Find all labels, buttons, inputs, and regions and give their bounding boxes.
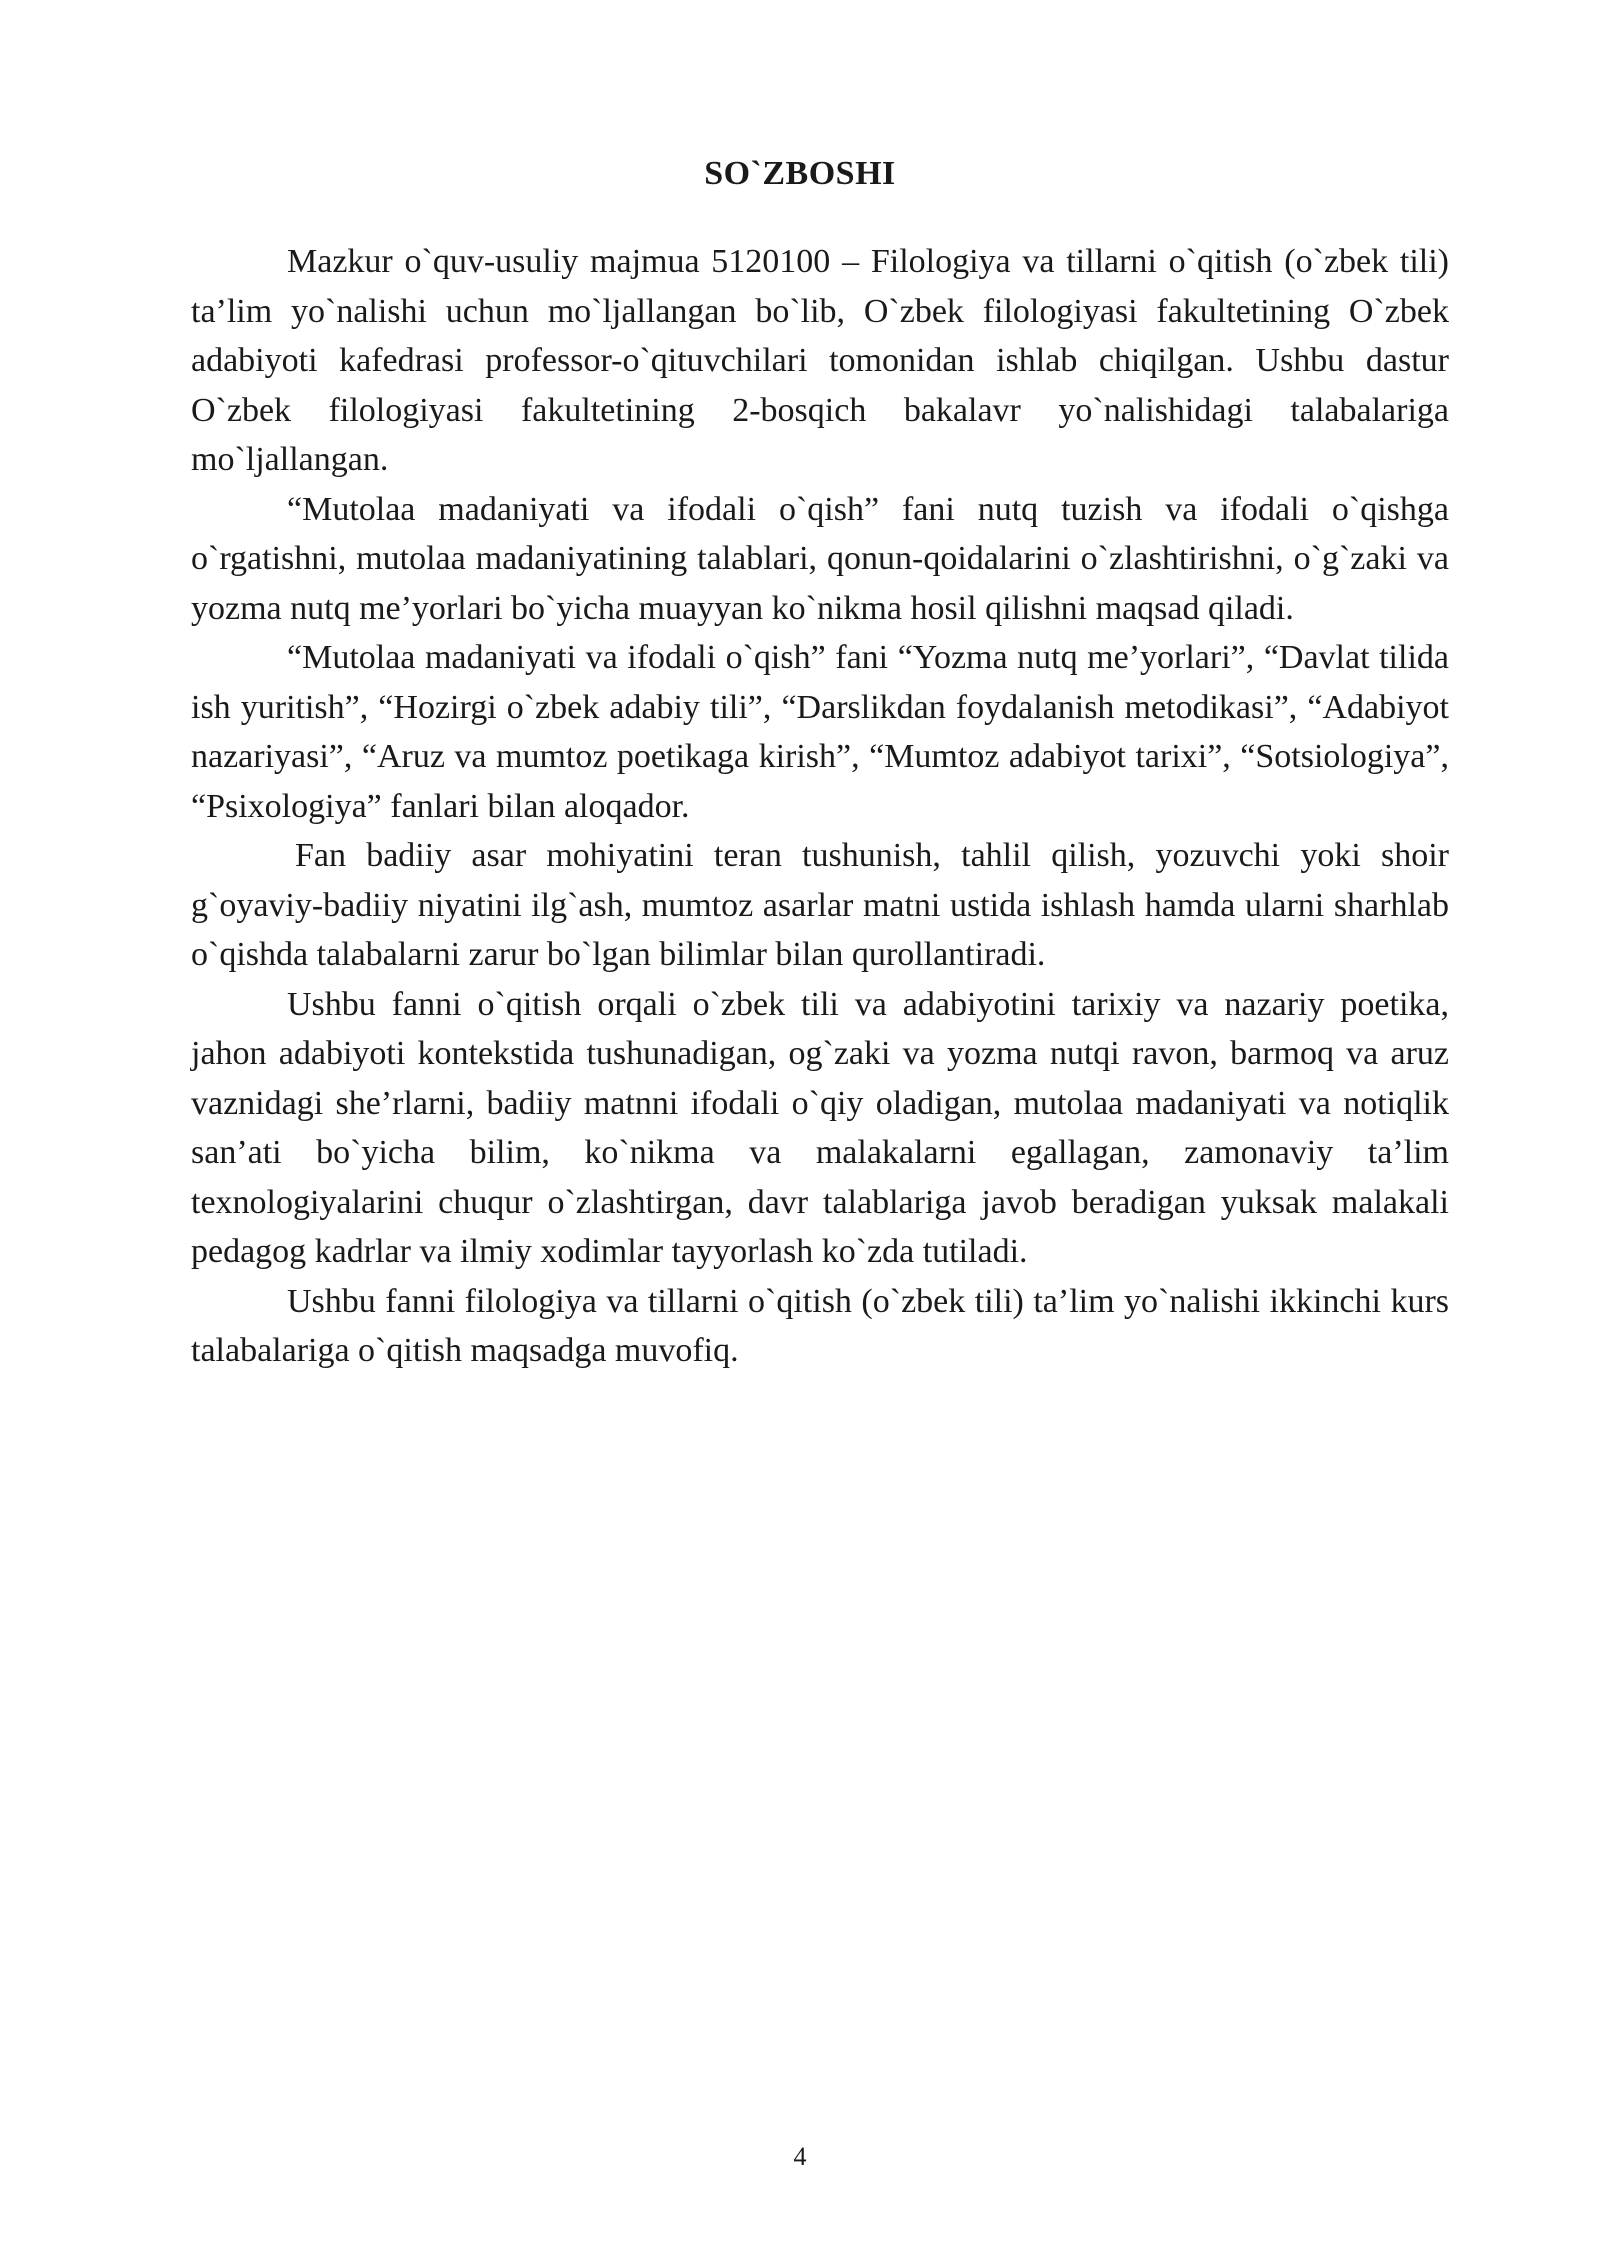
paragraph-1: Mazkur o`quv-usuliy majmua 5120100 – Filologiya va tillarni o`qitish (o`zbek tili) ta’lim yo`nalishi uchun mo`ljallangan bo`lib, O`zbek filologiyasi fakultetining O`zbek adabiyoti kafedrasi professor-o`qituvchilari tomonidan ishlab chiqilgan. Ushbu dastur O`zbek filologiyasi fakultetining 2-bosqich bakalavr yo`nalishidagi talabalariga mo`ljallangan. <box>191 243 1449 478</box>
page-number: 4 <box>793 2142 807 2171</box>
paragraph-5: Ushbu fanni o`qitish orqali o`zbek tili va adabiyotini tarixiy va nazariy poetika, jahon adabiyoti kontekstida tushunadigan, og`zaki va yozma nutqi ravon, barmoq va aruz vaznidagi she’rlarni, badiiy matnni ifodali o`qiy oladigan, mutolaa madaniyati va notiqlik san’ati bo`yicha bilim, ko`nikma va malakalarni egallagan, zamonaviy ta’lim texnologiyalarini chuqur o`zlashtirgan, davr talablariga javob beradigan yuksak malakali pedagog kadrlar va ilmiy xodimlar tayyorlash ko`zda tutiladi. <box>191 985 1449 1270</box>
body-text <box>191 237 1449 1376</box>
paragraph-4: Fan badiiy asar mohiyatini teran tushunish, tahlil qilish, yozuvchi yoki shoir g`oyaviy-badiiy niyatini ilg`ash, mumtoz asarlar matni ustida ishlash hamda ularni sharhlab o`qishda talabalarni zarur bo`lgan bilimlar bilan qurollantiradi. <box>191 837 1449 973</box>
paragraph-2: “Mutolaa madaniyati va ifodali o`qish” fani nutq tuzish va ifodali o`qishga o`rgatishni, mutolaa madaniyatining talablari, qonun-qoidalarini o`zlashtirishni, o`g`zaki va yozma nutq me’yorlari bo`yicha muayyan ko`nikma hosil qilishni maqsad qiladi. <box>191 490 1449 627</box>
page-title: SO`ZBOSHI <box>704 155 896 192</box>
paragraph-6: Ushbu fanni filologiya va tillarni o`qitish (o`zbek tili) ta’lim yo`nalishi ikkinchi kurs talabalariga o`qitish maqsadga muvofiq. <box>191 1282 1449 1369</box>
paragraph-3: “Mutolaa madaniyati va ifodali o`qish” fani “Yozma nutq me’yorlari”, “Davlat tilida ish yuritish”, “Hozirgi o`zbek adabiy tili”, “Darslikdan foydalanish metodikasi”, “Adabiyot nazariyasi”, “Aruz va mumtoz poetikaga kirish”, “Mumtoz adabiyot tarixi”, “Sotsiologiya”, “Psixologiya” fanlari bilan aloqador. <box>191 639 1449 825</box>
